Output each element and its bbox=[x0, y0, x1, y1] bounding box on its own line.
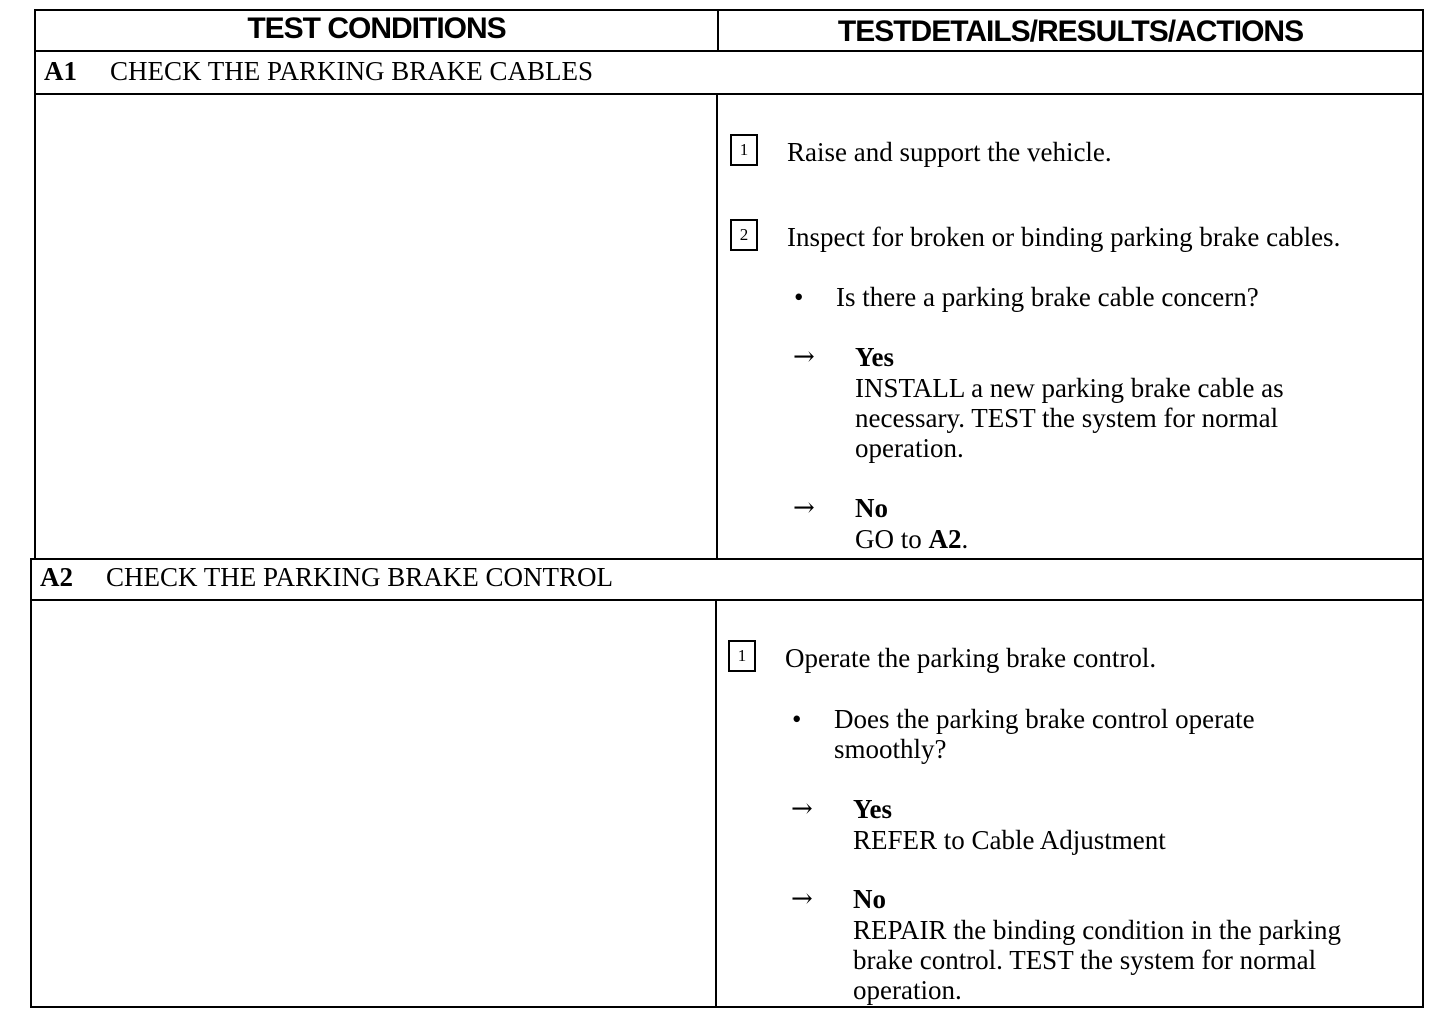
yes-label: Yes bbox=[853, 794, 892, 824]
arrow-right-icon: → bbox=[791, 794, 813, 824]
yes-result bbox=[853, 794, 1166, 856]
yes-label: Yes bbox=[855, 342, 894, 372]
section-title-text: CHECK THE PARKING BRAKE CABLES bbox=[110, 56, 594, 86]
result-prefix: GO to bbox=[855, 524, 929, 554]
step-number-box: 1 bbox=[730, 134, 758, 166]
no-result bbox=[855, 493, 968, 555]
header-bottom-border bbox=[34, 50, 1424, 52]
section-a1-title bbox=[44, 55, 593, 87]
column-divider-a2 bbox=[715, 599, 717, 1008]
section-title-text: CHECK THE PARKING BRAKE CONTROL bbox=[106, 562, 614, 592]
step-text: Operate the parking brake control. bbox=[785, 643, 1157, 673]
a1-title-bottom-border bbox=[34, 93, 1424, 95]
result-line: REFER to Cable Adjustment bbox=[853, 825, 1166, 855]
bullet-icon: • bbox=[792, 704, 802, 734]
result-line: brake control. TEST the system for normal bbox=[853, 945, 1317, 975]
result-line: REPAIR the binding condition in the parking bbox=[853, 915, 1341, 945]
result-line: INSTALL a new parking brake cable as bbox=[855, 373, 1284, 403]
arrow-right-icon: → bbox=[791, 884, 813, 914]
section-code: A2 bbox=[40, 562, 73, 592]
result-line: necessary. TEST the system for normal bbox=[855, 403, 1279, 433]
column-divider-a1 bbox=[716, 93, 718, 560]
no-label: No bbox=[855, 493, 888, 523]
table-left-border-top bbox=[34, 9, 36, 560]
step-text: Inspect for broken or binding parking brake cables. bbox=[787, 222, 1341, 252]
result-line: operation. bbox=[855, 433, 964, 463]
step-number-box: 2 bbox=[730, 219, 758, 251]
table-right-border bbox=[1422, 9, 1424, 1008]
result-line: operation. bbox=[853, 975, 962, 1005]
no-label: No bbox=[853, 884, 886, 914]
reference-link[interactable]: A2 bbox=[928, 524, 962, 554]
a2-title-bottom-border bbox=[32, 599, 1422, 601]
bullet-icon: • bbox=[794, 282, 804, 312]
step-text: Raise and support the vehicle. bbox=[787, 137, 1112, 167]
result-line bbox=[855, 524, 968, 555]
question-text: Is there a parking brake cable concern? bbox=[836, 282, 1259, 312]
question-line: Does the parking brake control operate bbox=[834, 704, 1255, 734]
question-line: smoothly? bbox=[834, 734, 947, 764]
arrow-right-icon: → bbox=[793, 342, 815, 372]
step-number-box: 1 bbox=[728, 640, 756, 672]
header-test-details: TESTDETAILS/RESULTS/ACTIONS bbox=[837, 15, 1304, 48]
question-text bbox=[834, 704, 1255, 765]
section-a2-title bbox=[40, 561, 613, 593]
table-bottom-border bbox=[30, 1006, 1422, 1008]
section-code: A1 bbox=[44, 56, 77, 86]
table-left-border-bottom bbox=[30, 558, 32, 1008]
result-suffix: . bbox=[961, 524, 969, 554]
arrow-right-icon: → bbox=[793, 493, 815, 523]
a2-title-top-border bbox=[32, 558, 1422, 560]
header-test-conditions: TEST CONDITIONS bbox=[247, 12, 506, 45]
yes-result bbox=[855, 342, 1284, 464]
no-result bbox=[853, 884, 1341, 1006]
